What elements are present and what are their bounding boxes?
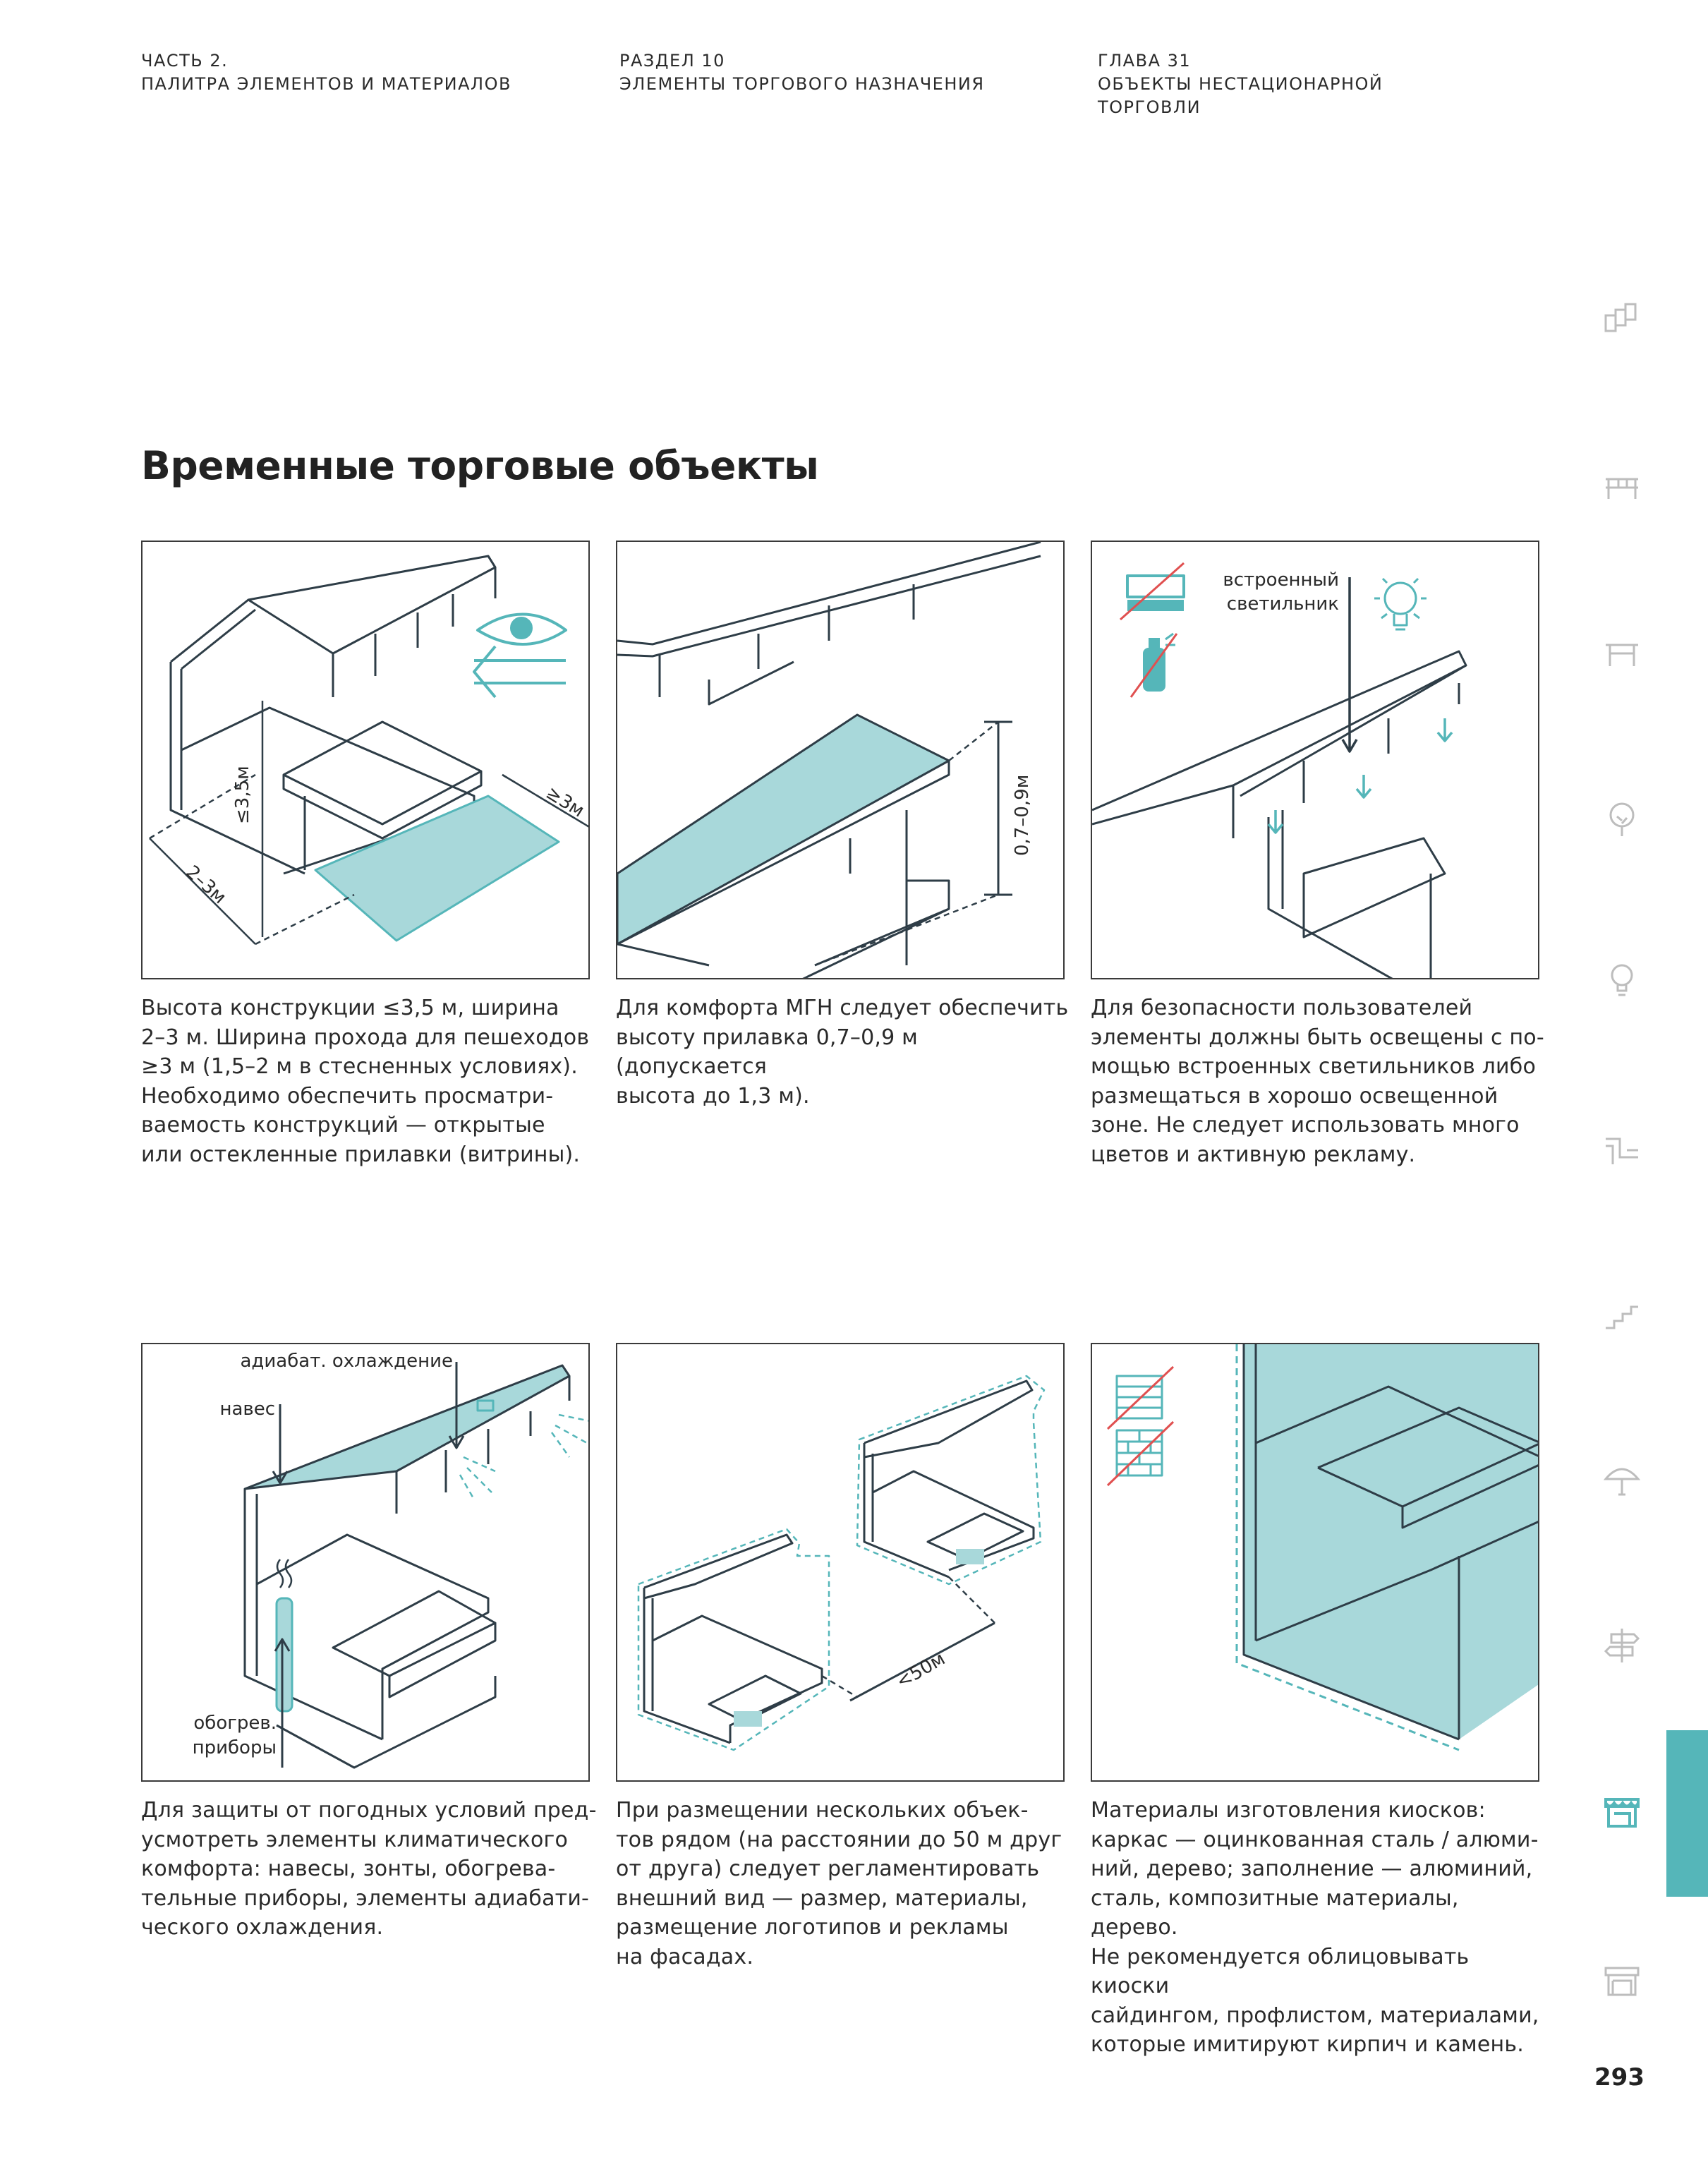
counter-height-label: 0,7–0,9м — [1012, 774, 1033, 856]
caption-counter-height: Для комфорта МГН следует обеспечить высоту прилавка 0,7–0,9 м (допускается высота до 1,3 м). — [616, 996, 1069, 1109]
page-number: 293 — [1594, 2063, 1645, 2091]
table-icon[interactable] — [1603, 635, 1641, 673]
blocks-icon[interactable] — [1603, 300, 1641, 338]
lamp-label-line2: светильник — [1226, 593, 1339, 615]
height-label: ≤3,5м — [232, 766, 253, 824]
header-part-line1: ЧАСТЬ 2. — [141, 51, 229, 71]
header-section-line1: РАЗДЕЛ 10 — [619, 51, 725, 71]
header-chapter — [1098, 49, 1383, 119]
umbrella-icon[interactable] — [1603, 1459, 1641, 1497]
caption-size: Высота конструкции ≤3,5 м, ширина 2–3 м. Ширина прохода для пешеходов ≥3 м (1,5–2 м в стесненных условиях). Необходимо обеспечить просматри- ваемость конструкций — открытые или остекленные прилавки (витрины). — [141, 996, 590, 1167]
bulb-icon — [1374, 579, 1427, 629]
heater-label-line2: приборы — [192, 1737, 277, 1758]
heater-label-line1: обогрев. — [193, 1713, 277, 1734]
width-label: 2–3м — [181, 861, 231, 909]
eye-icon — [478, 615, 566, 645]
crossed-siding-icon — [1108, 1367, 1173, 1429]
caption-climate: Для защиты от погодных условий пред- усмотреть элементы климатического комфорта: навесы, зонты, обогрева- тельные приборы, элементы адиабати- ческого охлаждения. — [141, 1798, 597, 1940]
caption-multiple-objects: При размещении нескольких объек- тов рядом (на расстоянии до 50 м друг от друга) следует регламентировать внешний вид — размер, материалы, размещение логотипов и рекламы на фасадах. — [616, 1798, 1062, 1969]
illustration-climate — [141, 1343, 590, 1782]
lamp-label-line1: встроенный — [1223, 569, 1339, 591]
pipe-icon[interactable] — [1603, 1129, 1641, 1167]
crossed-brick-icon — [1108, 1422, 1173, 1485]
page-title: Временные торговые объекты — [141, 443, 819, 488]
crossed-sign-icon — [1120, 563, 1184, 620]
lamp-icon[interactable] — [1603, 961, 1641, 999]
bench-icon[interactable] — [1603, 468, 1641, 506]
passage-label: ≥3м — [542, 782, 588, 822]
header-part-line2: ПАЛИТРА ЭЛЕМЕНТОВ И МАТЕРИАЛОВ — [141, 74, 511, 94]
cooling-label: адиабат. охлаждение — [240, 1351, 453, 1372]
header-chapter-line1: ГЛАВА 31 — [1098, 51, 1192, 71]
illustration-multiple-objects — [616, 1343, 1065, 1782]
header-section-line2: ЭЛЕМЕНТЫ ТОРГОВОГО НАЗНАЧЕНИЯ — [619, 74, 985, 94]
distance-label: <50м — [892, 1648, 950, 1694]
active-section-tab[interactable] — [1666, 1730, 1708, 1897]
crossed-spray-icon — [1131, 634, 1177, 697]
illustration-materials — [1091, 1343, 1539, 1782]
shop-icon[interactable] — [1603, 1960, 1641, 1998]
tree-icon[interactable] — [1603, 799, 1641, 838]
stairs-icon[interactable] — [1603, 1294, 1641, 1332]
signpost-icon[interactable] — [1603, 1626, 1641, 1664]
caption-materials: Материалы изготовления киосков: каркас — оцинкованная сталь / алюми- ний, дерево; заполнение — алюминий, сталь, композитные материалы, дерево. Не рекомендуется облицовывать киоски сайдингом, профлистом, материалами, которые имитируют кирпич и камень. — [1091, 1798, 1539, 2057]
header-part — [141, 49, 511, 96]
kiosk-near — [638, 1529, 829, 1750]
caption-lighting: Для безопасности пользователей элементы должны быть освещены с по- мощью встроенных светильников либо размещаться в хорошо освещенной зоне. Не следует использовать много цветов и активную рекламу. — [1091, 996, 1544, 1167]
illustration-size — [141, 541, 590, 979]
illustration-counter-height — [616, 541, 1065, 979]
kiosk-far — [857, 1376, 1044, 1584]
canopy-label: навес — [219, 1399, 275, 1420]
header-section — [619, 49, 985, 96]
header-chapter-line2: ОБЪЕКТЫ НЕСТАЦИОНАРНОЙ — [1098, 74, 1383, 94]
illustration-lighting — [1091, 541, 1539, 979]
kiosk-icon[interactable] — [1603, 1792, 1641, 1830]
header-chapter-line3: ТОРГОВЛИ — [1098, 97, 1201, 117]
arrows-left-icon — [474, 646, 566, 697]
